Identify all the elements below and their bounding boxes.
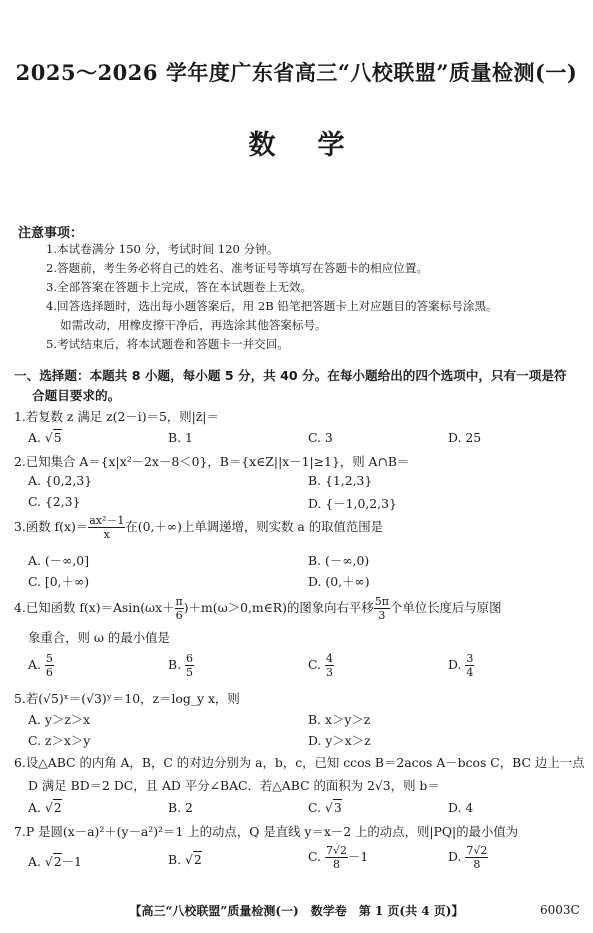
q1-option-a: A. √5 bbox=[28, 430, 62, 445]
q1-option-b: B. 1 bbox=[168, 430, 193, 445]
q3-option-b: B. (－∞,0) bbox=[308, 553, 370, 568]
q4-option-d: D. $\frac{3}{4}$ bbox=[448, 652, 474, 679]
q7-option-b: B. √2 bbox=[168, 852, 202, 867]
q2-option-a: A. {0,2,3} bbox=[28, 473, 93, 488]
paper-code: 6003C bbox=[540, 903, 580, 917]
section-heading: 一、选择题：本题共 8 小题，每小题 5 分，共 40 分。在每小题给出的四个选项中，只有一项是符 bbox=[14, 368, 567, 383]
q5-option-b: B. x＞y＞z bbox=[308, 712, 371, 727]
question-5-stem: 5.若(√5)ˣ＝(√3)ʸ＝10，z＝log_y x，则 bbox=[14, 691, 240, 706]
exam-title: 2025～2026 学年度广东省高三“八校联盟”质量检测(一) bbox=[15, 60, 578, 85]
q5-option-c: C. z＞x＞y bbox=[28, 733, 91, 748]
question-4-stem: 4.已知函数 f(x)＝Asin(ωx＋ $\frac{\pi}{6}$ )＋m(ω＞0,m∈R)的图象向右平移 $\frac{5\pi}{3}$ 个单位长度后与原图 bbox=[14, 595, 502, 622]
q7-option-c: C. $\frac{7√2}{8}$ －1 bbox=[308, 844, 369, 871]
q4-option-c: C. $\frac{4}{3}$ bbox=[308, 652, 333, 679]
question-2-stem: 2.已知集合 A＝{x|x²－2x－8＜0}，B＝{x∈Z||x－1|≥1}，则 A∩B＝ bbox=[14, 454, 410, 469]
question-4-stem-cont: 象重合，则 ω 的最小值是 bbox=[28, 630, 170, 645]
q6-option-b: B. 2 bbox=[168, 800, 193, 815]
q1-option-c: C. 3 bbox=[308, 430, 333, 445]
notice-heading: 注意事项： bbox=[18, 226, 84, 241]
question-6-stem: 6.设△ABC 的内角 A，B，C 的对边分别为 a，b，c，已知 ccos B＝2acos A－bcos C，BC 边上一点 bbox=[14, 755, 585, 770]
question-1-stem: 1.若复数 z 满足 z(2－i)＝5，则|z̄|＝ bbox=[14, 409, 219, 424]
q4-option-a: A. $\frac{5}{6}$ bbox=[28, 652, 53, 679]
q2-option-c: C. {2,3} bbox=[28, 494, 81, 509]
q2-option-b: B. {1,2,3} bbox=[308, 473, 373, 488]
q5-option-d: D. y＞x＞z bbox=[308, 733, 371, 748]
q2-option-d: D. {－1,0,2,3} bbox=[308, 496, 397, 511]
q4-option-b: B. $\frac{6}{5}$ bbox=[168, 652, 193, 679]
q6-option-a: A. √2 bbox=[28, 800, 62, 815]
q1-option-d: D. 25 bbox=[448, 430, 482, 445]
q3-option-d: D. (0,＋∞) bbox=[308, 574, 370, 589]
notice-item: 2.答题前，考生务必将自己的姓名、准考证号等填写在答题卡的相应位置。 bbox=[46, 261, 429, 275]
notice-item: 1.本试卷满分 150 分，考试时间 120 分钟。 bbox=[46, 242, 279, 256]
q3-option-c: C. [0,＋∞) bbox=[28, 574, 90, 589]
subject-title: 数学 bbox=[248, 130, 387, 161]
notice-item: 5.考试结束后，将本试题卷和答题卡一并交回。 bbox=[46, 337, 289, 351]
question-7-stem: 7.P 是圆(x－a)²＋(y－a²)²＝1 上的动点，Q 是直线 y＝x－2 上的动点，则|PQ|的最小值为 bbox=[14, 824, 519, 839]
q3-option-a: A. (－∞,0] bbox=[28, 553, 90, 568]
q6-option-d: D. 4 bbox=[448, 800, 474, 815]
notice-item: 如需改动，用橡皮擦干净后，再选涂其他答案标号。 bbox=[60, 318, 327, 332]
notice-item: 3.全部答案在答题卡上完成，答在本试题卷上无效。 bbox=[46, 280, 313, 294]
question-3-stem: 3.函数 f(x)＝ $\frac{\text{ax²－1}}{x}$ 在(0,＋∞)上单调递增，则实数 a 的取值范围是 bbox=[14, 514, 384, 541]
q6-option-c: C. √3 bbox=[308, 800, 342, 815]
q5-option-a: A. y＞z＞x bbox=[28, 712, 91, 727]
section-heading-cont: 合题目要求的。 bbox=[32, 388, 121, 403]
notice-item: 4.回答选择题时，选出每小题答案后，用 2B 铅笔把答题卡上对应题目的答案标号涂黑。 bbox=[46, 299, 498, 313]
page-footer: 【高三“八校联盟”质量检测(一) 数学卷 第 1 页(共 4 页)】 bbox=[129, 904, 464, 918]
q7-option-a: A. √2－1 bbox=[28, 854, 82, 869]
q7-option-d: D. $\frac{7√2}{8}$ bbox=[448, 844, 488, 871]
question-6-stem-cont: D 满足 BD＝2 DC，且 AD 平分∠BAC．若△ABC 的面积为 2√3，则 b＝ bbox=[28, 778, 440, 793]
